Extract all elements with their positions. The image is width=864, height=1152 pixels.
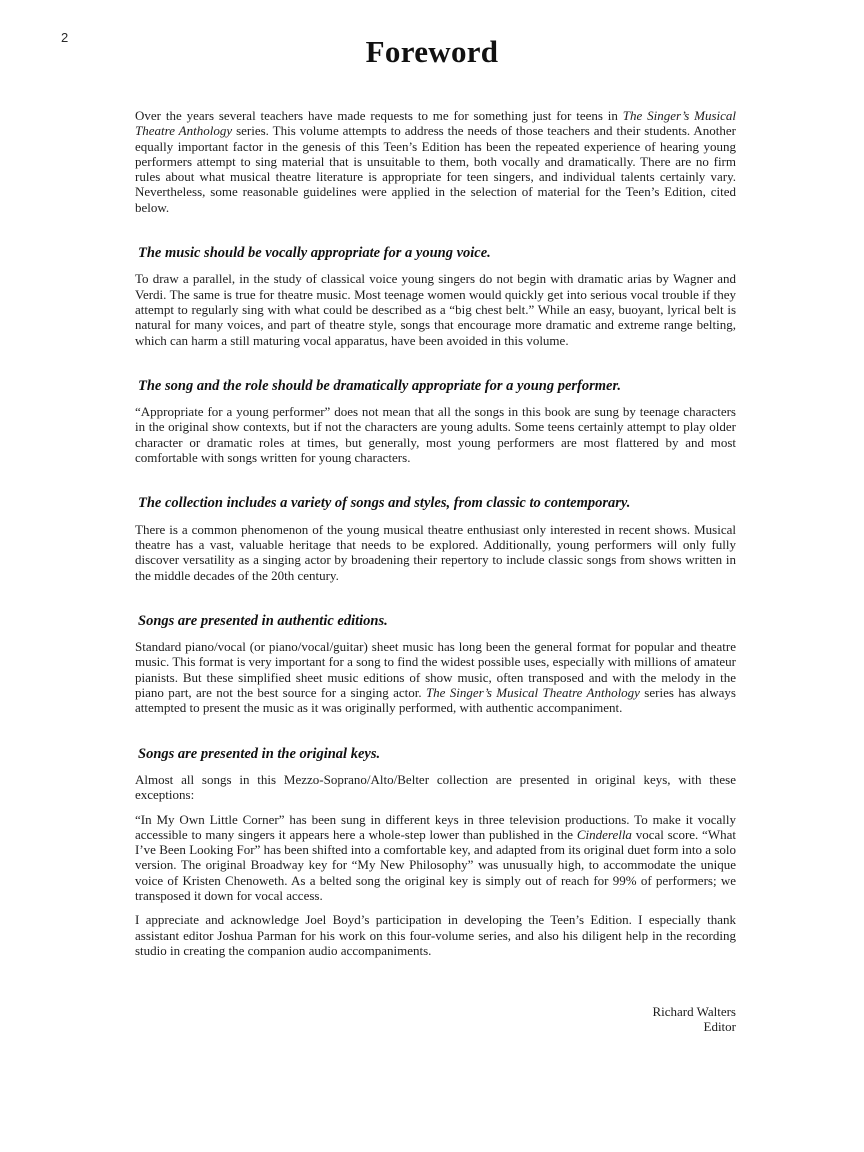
section-heading-vocally-appropriate: The music should be vocally appropriate for a young voice. bbox=[138, 245, 491, 262]
section-heading-authentic-editions: Songs are presented in authentic editions. bbox=[138, 612, 388, 629]
paragraph: Standard piano/vocal (or piano/vocal/guitar) sheet music has long been the general format for popular and theatre music. This format is very important for a song to find the widest possible uses, especially with millions of amateur pianists. But these simplified sheet music editions of show music, often transposed and with the melody in the piano part, are not the best source for a singing actor. The Singer’s Musical Theatre Anthology series has always attempted to present the music as it was originally performed, with authentic accompaniment. bbox=[135, 639, 736, 716]
paragraph: “Appropriate for a young performer” does not mean that all the songs in this book are sung by teenage characters in the original show contexts, but if not the characters are young adults. Some teens certainly attempt to play older character or dramatic roles at times, but generally, most young performers are most flattered by and most comfortable with songs written for young characters. bbox=[135, 404, 736, 466]
signature-block bbox=[135, 1004, 736, 1035]
paragraph: I appreciate and acknowledge Joel Boyd’s participation in developing the Teen’s Edition. I especially thank assistant editor Joshua Parman for his work on this four-volume series, and also his diligent help in the recording studio in creating the companion audio accompaniments. bbox=[135, 912, 736, 958]
paragraph: Almost all songs in this Mezzo-Soprano/Alto/Belter collection are presented in original keys, with these exceptions: bbox=[135, 771, 736, 803]
page-title: Foreword bbox=[365, 34, 499, 69]
page-number: 2 bbox=[61, 30, 69, 45]
section-heading-dramatically-appropriate: The song and the role should be dramatically appropriate for a young performer. bbox=[138, 377, 621, 394]
signature-role: Editor bbox=[703, 1019, 736, 1035]
paragraph: To draw a parallel, in the study of classical voice young singers do not begin with dramatic arias by Wagner and Verdi. The same is true for theatre music. Most teenage women would quickly get into serious vocal trouble if they attempt to regularly sing with what could be described as a “big chest belt.” While an easy, buoyant, lyrical belt is natural for many voices, and part of theatre style, songs that encourage more dramatic and extreme range belting, which can harm a still maturing vocal apparatus, have been avoided in this volume. bbox=[135, 271, 736, 348]
signature-name: Richard Walters bbox=[652, 1004, 736, 1020]
paragraph: “In My Own Little Corner” has been sung in different keys in three television productions. To make it vocally accessible to many singers it appears here a whole-step lower than published in the Cinderella vocal score. “What I’ve Been Looking For” has been shifted into a comfortable key, and adapted from its original duet form into a solo version. The original Broadway key for “My New Philosophy” was unusually high, to accommodate the unique voice of Kristen Chenoweth. As a belted song the original key is simply out of reach for 99% of performers; we transposed it down for vocal access. bbox=[135, 811, 736, 903]
intro-paragraph: Over the years several teachers have made requests to me for something just for teens in The Singer’s Musical Theatre Anthology series. This volume attempts to address the needs of those teachers and their students. Another equally important factor in the genesis of this Teen’s Edition has been the repeated experience of hearing young performers attempt to sing material that is unsuitable to them, both vocally and dramatically. There are no firm rules about what musical theatre literature is appropriate for teen singers, and individual talents certainly vary. Nevertheless, some reasonable guidelines were applied in the selection of material for the Teen’s Edition, cited below. bbox=[135, 108, 736, 215]
foreword-content bbox=[135, 108, 736, 1035]
section-heading-original-keys: Songs are presented in the original keys. bbox=[138, 745, 381, 762]
paragraph: There is a common phenomenon of the young musical theatre enthusiast only interested in recent shows. Musical theatre has a vast, valuable heritage that needs to be explored. Additionally, young performers will only fully discover versatility as a singing actor by broadening their repertory to include classic songs from shows written in the middle decades of the 20th century. bbox=[135, 521, 736, 583]
section-heading-variety-of-songs: The collection includes a variety of songs and styles, from classic to contemporary. bbox=[138, 495, 631, 512]
